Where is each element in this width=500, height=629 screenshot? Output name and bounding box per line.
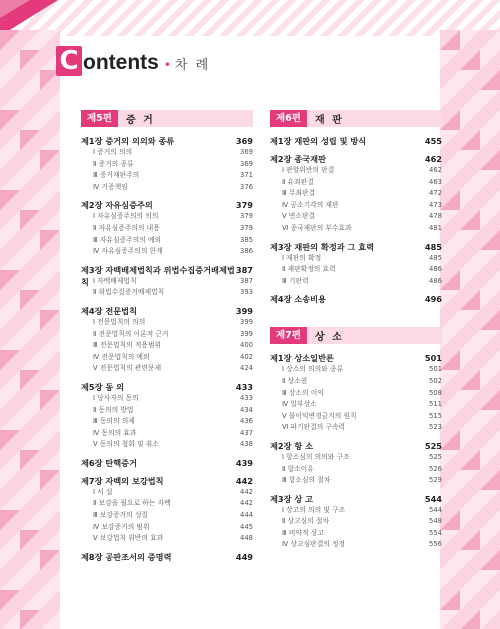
left-pattern-decoration — [0, 30, 60, 629]
part-header — [81, 110, 253, 127]
section-entry — [81, 287, 253, 299]
section-page: 369 — [240, 159, 253, 168]
section-page: 400 — [240, 341, 253, 350]
chapter-title: 제1장 증거의 의의와 종류 — [81, 136, 175, 146]
section-title: Ⅱ 재판확정의 효력 — [282, 265, 336, 274]
section-page: 402 — [240, 352, 253, 361]
section-page: 379 — [240, 212, 253, 221]
section-page: 501 — [429, 365, 442, 374]
section-page: 463 — [429, 177, 442, 186]
section-page: 442 — [240, 487, 253, 496]
chapter-page: 399 — [235, 305, 253, 316]
part-header — [270, 110, 442, 127]
section-title: Ⅳ 일부상소 — [282, 400, 317, 409]
section-entry — [270, 464, 442, 476]
part-tag: 제5편 — [81, 110, 118, 127]
chapter-page: 439 — [235, 457, 253, 468]
section-page: 473 — [429, 200, 442, 209]
section-title: Ⅴ 동의의 철회 및 취소 — [93, 440, 159, 449]
section-entry — [270, 475, 442, 487]
section-title: Ⅱ 상소권 — [282, 376, 308, 385]
chapter-entry — [81, 457, 253, 469]
section-entry — [81, 329, 253, 341]
section-entry — [81, 416, 253, 428]
part-title: 증 거 — [125, 115, 155, 126]
chapter-page: 369 — [235, 136, 253, 146]
section-entry — [270, 516, 442, 528]
section-entry — [81, 170, 253, 182]
part-title: 상 소 — [314, 332, 344, 344]
logo-letter: C — [56, 46, 82, 76]
section-title: Ⅲ 자유심증주의의 예외 — [93, 235, 162, 244]
part-header — [270, 327, 442, 344]
section-title: Ⅵ 파기판결의 구속력 — [282, 423, 346, 432]
section-entry — [81, 223, 253, 235]
section-title: Ⅴ 불이익변경금지의 원칙 — [282, 411, 357, 420]
section-page: 444 — [240, 511, 253, 520]
chapter-title: 제7장 자백의 보강법칙 — [81, 475, 164, 486]
section-title: Ⅱ 보강을 필요로 하는 자백 — [93, 499, 171, 508]
top-stripe-pattern — [0, 0, 500, 36]
chapter-page: 449 — [235, 551, 253, 562]
section-page: 481 — [429, 223, 442, 232]
section-entry — [270, 364, 442, 376]
section-title: Ⅱ 위법수집증거배제법칙 — [93, 288, 165, 297]
chapter-list — [270, 352, 442, 551]
section-entry — [270, 422, 442, 434]
chapter-entry — [81, 551, 253, 563]
section-title: Ⅳ 공소기각의 재판 — [282, 200, 339, 209]
section-page: 376 — [240, 182, 253, 191]
section-title: Ⅳ 상고심판결의 정정 — [282, 540, 346, 549]
bullet-dot: • — [163, 58, 171, 72]
contents-header — [56, 46, 210, 76]
chapter-title: 제1장 상소일반론 — [270, 353, 334, 364]
chapter-page: 525 — [424, 440, 442, 451]
chapter-title: 제6장 탄핵증거 — [81, 457, 138, 468]
logo-word: ontents — [83, 51, 159, 74]
section-title: Ⅱ 유죄판결 — [282, 177, 314, 186]
part-tag: 제6편 — [270, 110, 307, 127]
section-title: Ⅰ 자유심증주의의 의의 — [93, 212, 159, 221]
chapter-title: 제3장 재판의 확정과 그 효력 — [270, 241, 375, 252]
section-entry — [270, 411, 442, 423]
section-entry — [81, 317, 253, 329]
section-title: Ⅰ 증거의 의의 — [93, 148, 133, 156]
section-entry — [270, 388, 442, 400]
section-entry — [81, 533, 253, 545]
section-entry — [81, 235, 253, 247]
section-entry — [81, 510, 253, 522]
section-entry — [270, 223, 442, 235]
section-title: Ⅱ 전문법칙의 이론적 근거 — [93, 329, 169, 338]
section-title: Ⅱ 동의의 방법 — [93, 405, 134, 414]
section-page: 472 — [429, 189, 442, 198]
chapter-page: 485 — [424, 241, 442, 252]
toc-right-column — [270, 110, 442, 551]
section-title: Ⅲ 보강증거의 성질 — [93, 511, 148, 520]
chapter-page: 501 — [424, 353, 442, 364]
chapter-page: 496 — [424, 294, 442, 305]
section-title: Ⅰ 자백배제법칙 — [93, 276, 137, 285]
section-page: 393 — [240, 288, 253, 297]
section-page: 526 — [429, 464, 442, 473]
section-entry — [81, 393, 253, 405]
section-title: Ⅰ 서 설 — [93, 487, 113, 496]
part-title: 재 판 — [314, 115, 344, 126]
section-entry — [81, 276, 253, 288]
chapter-title: 제4장 소송비용 — [270, 294, 327, 305]
section-title: Ⅰ 당사자의 동의 — [93, 393, 139, 402]
section-page: 437 — [240, 428, 253, 437]
toc-left-column — [81, 110, 253, 563]
section-entry — [270, 211, 442, 223]
section-title: Ⅲ 증거재판주의 — [93, 171, 140, 180]
section-entry — [270, 177, 442, 189]
chapter-page: 387 — [235, 264, 253, 275]
chapter-page: 433 — [235, 381, 253, 392]
section-entry — [81, 211, 253, 223]
chapter-title: 제2장 자유심증주의 — [81, 200, 153, 211]
section-title: Ⅵ 종국재판의 부수효과 — [282, 223, 352, 232]
section-page: 548 — [429, 517, 442, 526]
section-entry — [270, 376, 442, 388]
section-entry — [81, 246, 253, 258]
chapter-title: 제4장 전문법칙 — [81, 305, 138, 316]
section-title: Ⅱ 자유심증주의의 내용 — [93, 223, 160, 232]
section-title: Ⅲ 항소심의 절차 — [282, 476, 331, 485]
section-title: Ⅲ 무죄판결 — [282, 189, 316, 198]
section-page: 508 — [429, 388, 442, 397]
section-page: 424 — [240, 364, 253, 373]
section-page: 554 — [429, 528, 442, 537]
section-page: 387 — [240, 276, 253, 285]
section-entry — [81, 182, 253, 194]
section-page: 399 — [240, 317, 253, 326]
section-title: Ⅰ 항소심의 의의와 구조 — [282, 452, 350, 461]
section-page: 485 — [429, 253, 442, 262]
chapter-entry — [270, 440, 442, 452]
chapter-entry — [270, 293, 442, 305]
chapter-entry — [270, 241, 442, 253]
section-page: 478 — [429, 212, 442, 221]
section-entry — [81, 352, 253, 364]
section-entry — [81, 498, 253, 510]
section-page: 525 — [429, 452, 442, 461]
section-entry — [270, 505, 442, 517]
part-spacer — [270, 305, 442, 327]
section-page: 515 — [429, 411, 442, 420]
section-title: Ⅲ 상소의 이익 — [282, 388, 324, 397]
section-title: Ⅳ 동의의 효과 — [93, 428, 137, 437]
section-title: Ⅰ 상소의 의의와 종류 — [282, 365, 344, 374]
section-entry — [270, 452, 442, 464]
section-page: 436 — [240, 417, 253, 426]
section-entry — [81, 147, 253, 159]
section-page: 438 — [240, 440, 253, 449]
section-title: Ⅲ 기판력 — [282, 276, 309, 285]
chapter-page: 379 — [235, 200, 253, 211]
chapter-list — [81, 135, 253, 563]
chapter-page: 544 — [424, 493, 442, 504]
section-title: Ⅱ 증거의 종류 — [93, 159, 134, 168]
section-page: 544 — [429, 505, 442, 514]
section-page: 556 — [429, 540, 442, 549]
chapter-page: 462 — [424, 154, 442, 164]
section-entry — [270, 200, 442, 212]
section-page: 442 — [240, 499, 253, 508]
section-title: Ⅴ 보강법칙 위반의 효과 — [93, 534, 164, 543]
section-entry — [270, 276, 442, 288]
section-entry — [81, 487, 253, 499]
section-entry — [81, 340, 253, 352]
section-page: 433 — [240, 393, 253, 402]
section-title: Ⅱ 상고심의 절차 — [282, 517, 330, 526]
section-entry — [81, 405, 253, 417]
right-pattern-decoration — [440, 30, 500, 629]
toc-panel — [60, 92, 440, 629]
section-page: 511 — [429, 400, 442, 409]
chapter-entry — [270, 493, 442, 505]
section-title: Ⅰ 상고의 의의 및 구조 — [282, 505, 346, 514]
chapter-entry — [81, 135, 253, 147]
section-title: Ⅰ 전문법칙의 의의 — [93, 317, 146, 326]
section-page: 399 — [240, 329, 253, 338]
section-title: Ⅱ 항소이유 — [282, 464, 314, 473]
section-title: Ⅲ 동의의 의제 — [93, 417, 135, 426]
section-title: Ⅳ 자유심증주의의 한계 — [93, 247, 163, 256]
section-title: Ⅰ 재판의 확정 — [282, 253, 322, 262]
section-page: 462 — [429, 166, 442, 174]
section-page: 529 — [429, 476, 442, 485]
chapter-page: 442 — [235, 475, 253, 486]
chapter-entry — [270, 153, 442, 165]
chapter-entry — [81, 475, 253, 487]
chapter-title: 제1장 재판의 성립 및 방식 — [270, 136, 367, 146]
chapter-title: 제3장 자백배제법칙과 위법수집증거배제법칙 — [81, 264, 235, 287]
chapter-title: 제2장 종국재판 — [270, 154, 327, 164]
section-entry — [270, 188, 442, 200]
section-page: 385 — [240, 235, 253, 244]
chapter-title: 제3장 상 고 — [270, 493, 314, 504]
chapter-entry — [270, 135, 442, 147]
section-page: 448 — [240, 534, 253, 543]
section-title: Ⅳ 보강증거의 범위 — [93, 522, 150, 531]
section-entry — [270, 165, 442, 177]
section-title: Ⅳ 전문법칙의 예외 — [93, 352, 150, 361]
section-title: Ⅲ 비약적 상고 — [282, 528, 324, 537]
chapter-title: 제8장 공판조서의 증명력 — [81, 551, 172, 562]
section-page: 445 — [240, 522, 253, 531]
section-entry — [81, 363, 253, 375]
chapter-entry — [81, 381, 253, 393]
section-page: 486 — [429, 265, 442, 274]
chapter-entry — [81, 305, 253, 317]
section-title: Ⅰ 관할위반의 판결 — [282, 166, 335, 174]
section-entry — [81, 522, 253, 534]
chapter-entry — [270, 352, 442, 364]
section-page: 502 — [429, 376, 442, 385]
section-entry — [270, 264, 442, 276]
section-entry — [270, 539, 442, 551]
section-entry — [270, 528, 442, 540]
section-title: Ⅲ 전문법칙의 적용범위 — [93, 341, 162, 350]
section-entry — [81, 428, 253, 440]
section-title: Ⅳ 거증책임 — [93, 182, 128, 191]
section-entry — [270, 253, 442, 265]
section-page: 523 — [429, 423, 442, 432]
section-page: 371 — [240, 171, 253, 180]
section-entry — [81, 439, 253, 451]
section-entry — [81, 159, 253, 171]
section-page: 369 — [240, 148, 253, 156]
section-title: Ⅴ 면소판결 — [282, 212, 316, 221]
chapter-page: 455 — [424, 136, 442, 146]
chapter-title: 제5장 동 의 — [81, 381, 125, 392]
section-page: 434 — [240, 405, 253, 414]
chapter-entry — [81, 199, 253, 211]
section-page: 386 — [240, 247, 253, 256]
part-tag: 제7편 — [270, 327, 307, 344]
section-page: 486 — [429, 276, 442, 285]
contents-subtitle: 차 례 — [174, 58, 211, 73]
section-title: Ⅴ 전문법칙의 관련문제 — [93, 364, 162, 373]
chapter-title: 제2장 항 소 — [270, 440, 314, 451]
section-entry — [270, 399, 442, 411]
chapter-list — [270, 135, 442, 305]
section-page: 379 — [240, 223, 253, 232]
